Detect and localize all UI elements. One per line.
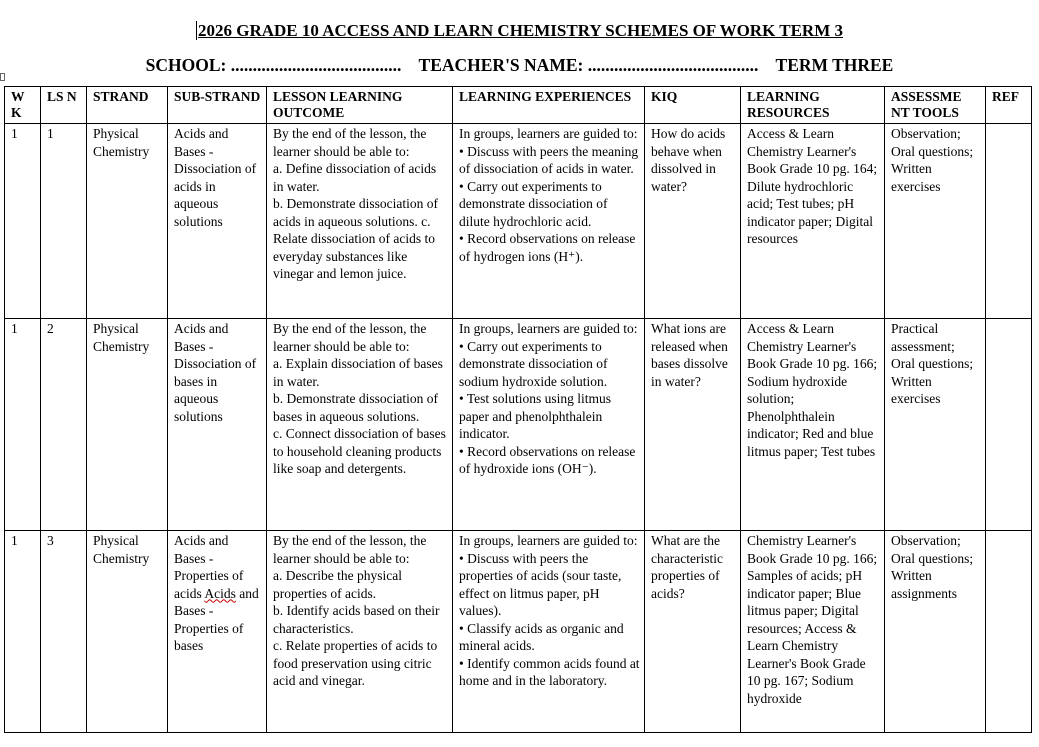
table-row [5, 319, 1032, 531]
cell-outcome [267, 124, 453, 319]
cell-outcome [267, 531, 453, 733]
outcome-line: By the end of the lesson, the learner should be able to: [273, 126, 427, 159]
col-header-kiq: KIQ [645, 87, 741, 124]
term-label: TERM THREE [775, 55, 894, 75]
experience-line: • Carry out experiments to demonstrate dissociation of sodium hydroxide solution. [459, 338, 608, 389]
cell-strand: Physical Chemistry [87, 124, 168, 319]
table-row [5, 531, 1032, 733]
cell-outcome [267, 319, 453, 531]
experience-line: In groups, learners are guided to: [459, 321, 638, 336]
col-header-resources: LEARNING RESOURCES [741, 87, 885, 124]
school-field: SCHOOL: ....................................... [145, 55, 402, 75]
col-header-assessment: ASSESSME NT TOOLS [885, 87, 986, 124]
cell-ref [986, 319, 1032, 531]
experience-line: • Record observations on release of hydrogen ions (H⁺). [459, 231, 636, 264]
cell-resources: Chemistry Learner's Book Grade 10 pg. 166; Samples of acids; pH indicator paper; Blue litmus paper; Digital resources; Access & Learn Chemistry Learner's Book Grade 10 pg. 167; Sodium hydroxide [741, 531, 885, 733]
cell-kiq: What ions are released when bases dissolve in water? [645, 319, 741, 531]
outcome-line: By the end of the lesson, the learner should be able to: [273, 321, 427, 354]
col-header-wk: W K [5, 87, 41, 124]
outcome-line: a. Define dissociation of acids in water. [273, 161, 437, 194]
cell-resources: Access & Learn Chemistry Learner's Book Grade 10 pg. 166; Sodium hydroxide solution; Phenolphthalein indicator; Red and blue litmus paper; Test tubes [741, 319, 885, 531]
cell-experiences [453, 319, 645, 531]
outcome-line: a. Explain dissociation of bases in water. [273, 356, 443, 389]
col-header-sub-strand: SUB-STRAND [168, 87, 267, 124]
outcome-line: c. Relate properties of acids to food preservation using citric acid and vinegar. [273, 638, 438, 688]
spellcheck-flagged-word[interactable]: Acids [204, 585, 236, 601]
experience-line: In groups, learners are guided to: [459, 126, 638, 141]
cell-kiq: How do acids behave when dissolved in water? [645, 124, 741, 319]
experience-line: • Record observations on release of hydroxide ions (OH⁻). [459, 443, 636, 476]
col-header-experiences: LEARNING EXPERIENCES [453, 87, 645, 124]
table-header-row [5, 87, 1032, 124]
document-title: 2026 GRADE 10 ACCESS AND LEARN CHEMISTRY SCHEMES OF WORK TERM 3 [197, 21, 844, 40]
cell-ref [986, 124, 1032, 319]
sub-strand-text: Acids and Bases - Properties of acids [174, 533, 244, 601]
experience-line: • Discuss with peers the meaning of dissociation of acids in water. [459, 143, 639, 176]
outcome-line: b. Demonstrate dissociation of bases in aqueous solutions. [273, 391, 438, 424]
subheader [0, 55, 1039, 76]
outcome-line: By the end of the lesson, the learner should be able to: [273, 533, 427, 566]
experience-line: In groups, learners are guided to: [459, 533, 638, 548]
cell-lsn: 2 [41, 319, 87, 531]
teacher-name-field: TEACHER'S NAME: ....................................... [418, 55, 759, 75]
cell-lsn: 1 [41, 124, 87, 319]
cell-assessment: Observation; Oral questions; Written assignments [885, 531, 986, 733]
experience-line: • Carry out experiments to demonstrate dissociation of dilute hydrochloric acid. [459, 178, 608, 229]
cell-kiq: What are the characteristic properties of acids? [645, 531, 741, 733]
outcome-line: b. Demonstrate dissociation of acids in aqueous solutions. c. Relate dissociation of acids to everyday substances like vinegar and lemon juice. [273, 196, 438, 281]
outcome-line: a. Describe the physical properties of acids. [273, 568, 402, 601]
experience-line: • Test solutions using litmus paper and phenolphthalein indicator. [459, 391, 612, 441]
cell-experiences [453, 531, 645, 733]
cell-resources: Access & Learn Chemistry Learner's Book Grade 10 pg. 164; Dilute hydrochloric acid; Test tubes; pH indicator paper; Digital resources [741, 124, 885, 319]
cell-strand: Physical Chemistry [87, 531, 168, 733]
schemes-of-work-table [4, 86, 1032, 733]
experience-line: • Classify acids as organic and mineral acids. [459, 620, 624, 653]
col-header-strand: STRAND [87, 87, 168, 124]
cell-wk: 1 [5, 531, 41, 733]
cell-strand: Physical Chemistry [87, 319, 168, 531]
col-header-lsn: LS N [41, 87, 87, 124]
table-row [5, 124, 1032, 319]
col-header-ref: REF [986, 87, 1032, 124]
cell-sub-strand: Acids and Bases - Dissociation of acids in aqueous solutions [168, 124, 267, 319]
experience-line: • Discuss with peers the properties of acids (sour taste, effect on litmus paper, pH values). [459, 550, 622, 618]
cell-wk: 1 [5, 319, 41, 531]
outcome-line: b. Identify acids based on their characteristics. [273, 603, 440, 636]
col-header-outcome: LESSON LEARNING OUTCOME [267, 87, 453, 124]
cell-sub-strand [168, 531, 267, 733]
cell-assessment: Practical assessment; Oral questions; Written exercises [885, 319, 986, 531]
cell-wk: 1 [5, 124, 41, 319]
cell-sub-strand: Acids and Bases - Dissociation of bases in aqueous solutions [168, 319, 267, 531]
cell-lsn: 3 [41, 531, 87, 733]
cell-ref [986, 531, 1032, 733]
table-move-handle-icon[interactable] [0, 73, 5, 81]
cell-experiences [453, 124, 645, 319]
cell-assessment: Observation; Oral questions; Written exercises [885, 124, 986, 319]
experience-line: • Identify common acids found at home and in the laboratory. [459, 655, 640, 688]
outcome-line: c. Connect dissociation of bases to household cleaning products like soap and detergents. [273, 426, 446, 476]
sub-strand-text: and Bases - Properties of bases [174, 585, 259, 653]
